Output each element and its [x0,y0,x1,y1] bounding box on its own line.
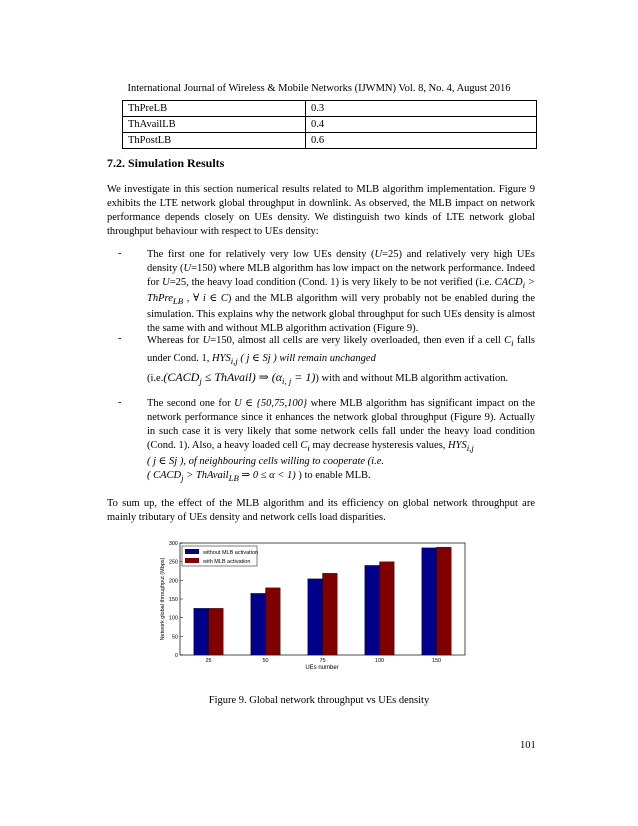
x-tick-label: 100 [374,658,385,664]
y-tick-label: 50 [171,634,178,641]
bar-with-100 [380,562,395,655]
throughput-bar-chart [150,535,480,675]
x-tick-label: 75 [319,658,326,664]
y-tick-label: 0 [174,653,178,659]
bullet-2: Whereas for U=150, almost all cells are very likely overloaded, then even if a cell $C_i$ falls under Cond. 1, $HYS_{i,j}$ ( j ∈ Sj ) will remain unchanged ($i.e.(CACD_j$ ≤ ThAvail) ⇒ $(\alpha_{i, j} = 1)$) with and without MLB algorithm activation. [147,335,536,387]
x-tick-label: 150 [431,658,442,664]
param-name: ThPreLB [123,101,306,117]
figure-caption: Figure 9. Global network throughput vs UEs density [208,695,430,706]
bar-without-25 [194,608,209,655]
bar-without-50 [251,593,266,655]
y-tick-label: 100 [168,615,178,622]
y-tick-label: 150 [168,597,178,603]
bar-with-150 [437,547,452,655]
bullet-mark: - [118,248,122,259]
chart-legend [182,546,258,566]
param-name: ThPostLB [123,133,306,149]
bar-with-25 [209,608,224,655]
table-row [123,101,537,117]
table-row [123,133,537,149]
x-axis-label: UEs number [305,665,339,671]
bar-without-150 [422,548,437,655]
parameters-table [122,100,537,149]
bullet-mark: - [118,397,122,408]
section-title: 7.2. Simulation Results [107,156,225,170]
y-tick-label: 200 [168,578,178,585]
bar-without-100 [365,565,380,655]
x-tick-label: 50 [262,658,269,664]
table-row [123,117,537,133]
bar-with-75 [323,573,338,655]
journal-header: International Journal of Wireless & Mobile Networks (IJWMN) Vol. 8, No. 4, August 2016 [127,83,511,94]
y-tick-label: 250 [168,559,178,566]
bullet-3: The second one for U ∈ {50,75,100} where MLB algorithm has significant impact on the network performance since it enhances the network global throughput (Figure 9). Actually in such case it is very likely that some network cells fall under the heavy load condition (Cond. 1). Also, a heavy loaded cell $C_i$ may decrease hysteresis values, $HYS_{i,j}$ ( j ∈ Sj ), of neighbouring cells willing to cooperate (i.e. ( $CACD_j$ > ThAvail$_{LB}$ ⇒ 0 ≤ α < 1) ) to enable MLB. [147,398,535,484]
y-axis-label: Network global throughput (Mbps) [160,557,166,641]
y-tick-label: 300 [168,541,178,547]
page-number: 101 [520,740,536,751]
intro-paragraph: We investigate in this section numerical results related to MLB algorithm implementation. Figure 9 exhibits the LTE network global throughput in downlink. As observed, the MLB impact on network performance depends closely on UEs density. We distinguish two kinds of LTE network global throughput behaviour with respect to UEs density: [107,184,535,237]
param-value: 0.3 [306,101,537,117]
legend-swatch-without [185,549,199,554]
legend-label-with: with MLB activation [203,559,251,565]
legend-swatch-with [185,558,199,563]
conclusion-paragraph: To sum up, the effect of the MLB algorithm and its efficiency on global network throughput are mainly tributary of UEs density and network cells load disparities. [107,498,535,523]
bar-with-50 [266,588,281,655]
bar-without-75 [308,579,323,655]
param-value: 0.6 [306,133,537,149]
bullet-mark: - [118,333,122,344]
x-tick-label: 25 [205,658,212,664]
bullet-1: The first one for relatively very low UEs density (U=25) and relatively very high UEs density (U=150) where MLB algorithm has low impact on the network performance. Indeed for U=25, the heavy load condition (Cond. 1) is very likely to be not verified (i.e. $CACD_i$ > ThPre$_{LB}$ , ∀ i ∈ C) and the MLB algorithm will very probably not be enabled during the simulation. This explains why the network global throughput for such UEs density is almost the same with and without MLB algorithm activation (Figure 9). [147,249,535,335]
legend-label-without: without MLB activation [203,550,259,556]
param-value: 0.4 [306,117,537,133]
param-name: ThAvailLB [123,117,306,133]
